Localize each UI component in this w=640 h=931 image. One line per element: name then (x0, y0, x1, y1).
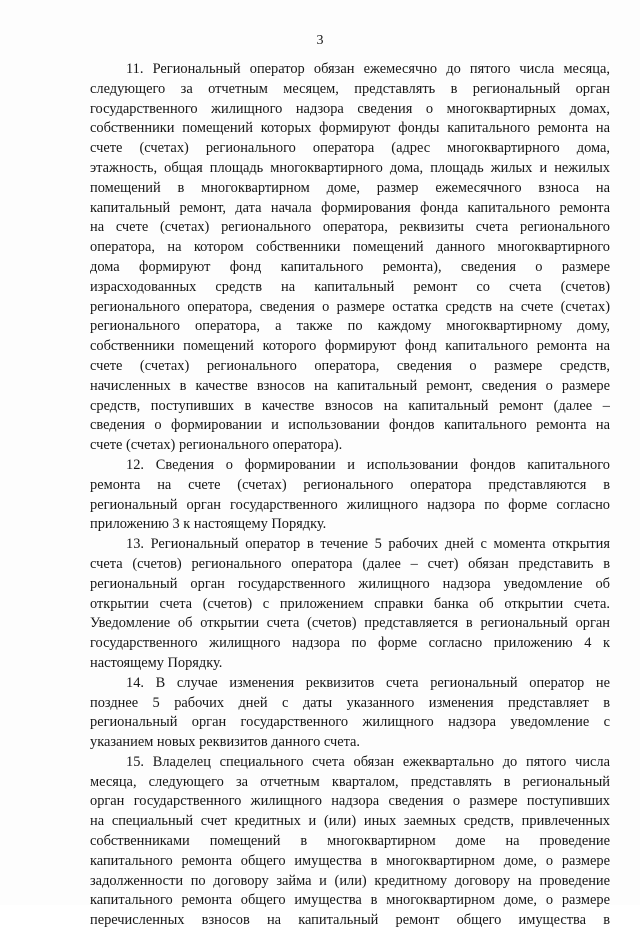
text-line: 14. В случае изменения реквизитов счета региональный оператор не (126, 674, 610, 691)
paragraph-11 (90, 60, 610, 456)
text-line: собственниками помещений в многоквартирном доме на проведение (90, 833, 610, 850)
text-line: собственники помещений которого формируют фонд капитального ремонта на (90, 338, 610, 355)
text-line: этажность, общая площадь многоквартирного дома, площадь жилых и нежилых (90, 159, 610, 176)
text-line: региональный орган государственного жилищного надзора уведомление с (90, 714, 610, 731)
text-line: счете (счетах) регионального оператора). (90, 437, 343, 454)
text-line: указанием новых реквизитов данного счета. (90, 734, 361, 751)
text-line: капитальный ремонт, дата начала формирования фонда капитального ремонта (90, 199, 610, 216)
paragraph-14 (90, 674, 610, 753)
paragraph-13 (90, 535, 610, 674)
page-number: 3 (316, 33, 324, 48)
text-line: 13. Региональный оператор в течение 5 рабочих дней с момента открытия (126, 536, 610, 553)
text-line: счете (счетах) регионального оператора (адрес многоквартирного дома, (90, 140, 610, 157)
text-line: начисленных в качестве взносов на капитальный ремонт, сведения о размере (90, 377, 610, 394)
text-line: капитального ремонта общего имущества в многоквартирном доме, о размере (90, 892, 610, 909)
text-line: израсходованных средств на капитальный ремонт со счета (счетов) (90, 278, 610, 295)
text-line: регионального оператора, сведения о размере остатка средств на счете (счетах) (90, 298, 610, 315)
text-line: задолженности по договору займа и (или) кредитному договору на проведение (90, 872, 610, 889)
text-line: на специальный счет кредитных и (или) иных заемных средств, привлеченных (90, 813, 610, 830)
paragraph-15 (90, 753, 610, 931)
text-line: капитального ремонта общего имущества в многоквартирном доме, о размере (90, 852, 610, 869)
text-line: месяца, следующего за отчетным кварталом, представлять в региональный (90, 773, 610, 790)
text-line: счета (счетов) регионального оператора (далее – счет) обязан представить в (90, 555, 610, 572)
text-line: открытии счета (счетов) с приложением справки банка об открытии счета. (90, 595, 610, 612)
text-line: 11. Региональный оператор обязан ежемесячно до пятого числа месяца, (126, 61, 610, 77)
paragraph-12 (90, 456, 610, 535)
text-line: дома формируют фонд капитального ремонта), сведения о размере (90, 258, 610, 275)
text-line: региональный орган государственного жилищного надзора уведомление об (90, 575, 610, 592)
text-line: собственники помещений которых формируют фонды капитального ремонта на (90, 120, 610, 137)
text-line: 15. Владелец специального счета обязан ежеквартально до пятого числа (126, 753, 610, 770)
text-line: следующего за отчетным месяцем, представлять в региональный орган (90, 80, 610, 97)
text-line: Уведомление об открытии счета (счетов) представляется в региональный орган (90, 615, 610, 632)
text-line: ремонта на счете (счетах) регионального оператора представляются в (90, 476, 610, 493)
text-line: государственного жилищного надзора по форме согласно приложению 4 к (90, 635, 610, 652)
text-line: на счете (счетах) регионального оператора, реквизиты счета регионального (90, 219, 610, 236)
text-line: помещений в многоквартирном доме, размер ежемесячного взноса на (90, 179, 610, 196)
document-body (90, 60, 610, 931)
text-line: государственного жилищного надзора сведения о многоквартирных домах, (90, 100, 610, 117)
text-line: сведения о формировании и использовании фондов капитального ремонта на (90, 417, 610, 434)
text-line: приложению 3 к настоящему Порядку. (90, 516, 327, 533)
text-line: перечисленных взносов на капитальный ремонт общего имущества в (90, 912, 610, 929)
text-line: оператора, на котором собственники помещений данного многоквартирного (90, 239, 610, 256)
text-line: настоящему Порядку. (90, 654, 223, 671)
text-line: позднее 5 рабочих дней с даты указанного изменения представляет в (90, 694, 610, 711)
text-line: счете (счетах) регионального оператора, сведения о размере средств, (90, 357, 610, 374)
text-line: 12. Сведения о формировании и использовании фондов капитального (126, 456, 610, 473)
text-line: орган государственного жилищного надзора сведения о размере поступивших (90, 793, 610, 810)
text-line: регионального оператора, а также по каждому многоквартирному дому, (90, 318, 610, 335)
text-line: региональный орган государственного жилищного надзора по форме согласно (90, 496, 610, 513)
text-line: средств, поступивших в качестве взносов на капитальный ремонт (далее – (90, 397, 610, 414)
